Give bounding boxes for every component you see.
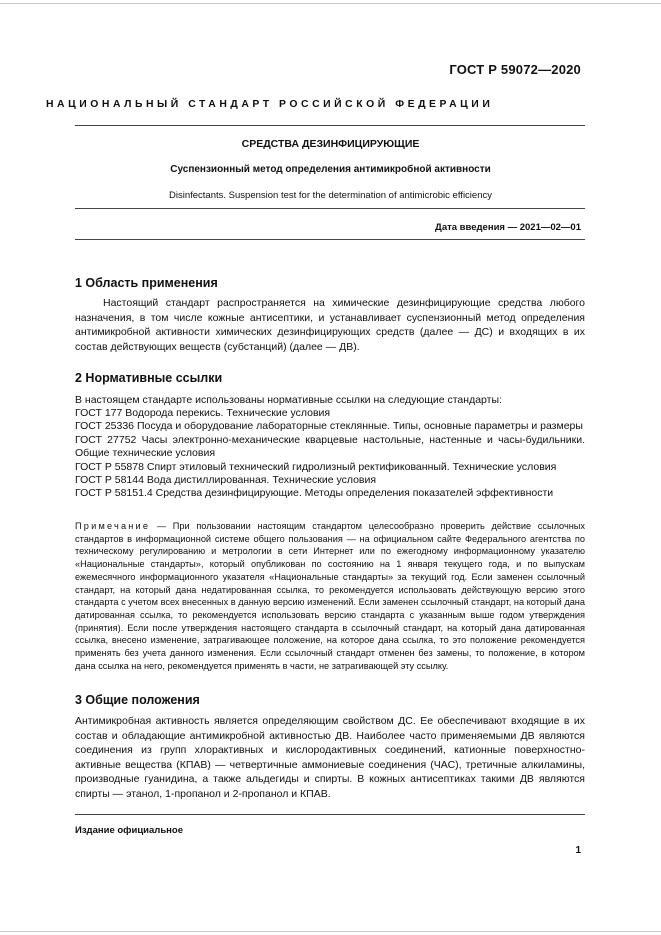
divider-top <box>75 125 585 126</box>
national-standard-banner: НАЦИОНАЛЬНЫЙ СТАНДАРТ РОССИЙСКОЙ ФЕДЕРАЦИИ <box>46 99 494 110</box>
section-2-intro <box>75 393 585 408</box>
section-1-heading: 1 Область применения <box>75 276 218 290</box>
section-2-heading: 2 Нормативные ссылки <box>75 371 223 385</box>
divider-footer <box>75 814 585 815</box>
reference-item: ГОСТ 27752 Часы электронно-механические кварцевые настольные, настенные и часы-будильники. Общие технические условия <box>75 433 585 460</box>
note-text: — При пользовании настоящим стандартом целесообразно проверить действие ссылочных стандартов в информационной системе общего пользования — на официальном сайте Федерального агентства по техническому регулированию и метрологии в сети Интернет или по ежегодному информационному указателю «Национальные стандарты», который опубликован по состоянию на 1 января текущего года, и по выпускам ежемесячного информационного указателя «Национальные стандарты» за текущий год. Если заменен ссылочный стандарт, на который дана недатированная ссылка, то рекомендуется использовать действующую версию этого стандарта с учетом всех внесенных в данную версию изменений. Если заменен ссылочный стандарт, на который дана датированная ссылка, то рекомендуется использовать версию стандарта с указанным выше годом утверждения (принятия). Если после утверждения настоящего стандарта в ссылочный стандарт, на который дана датированная ссылка, внесено изменение, затрагивающее положение, на которое дана ссылка, то это положение рекомендуется применять без учета данного изменения. Если ссылочный стандарт отменен без замены, то положение, в котором дана ссылка на него, рекомендуется применять в части, не затрагивающей эту ссылку. <box>75 521 585 671</box>
references-intro: В настоящем стандарте использованы нормативные ссылки на следующие стандарты: <box>75 394 502 406</box>
page-number: 1 <box>575 845 581 856</box>
document-subtitle: Суспензионный метод определения антимикробной активности <box>170 164 491 175</box>
reference-item: ГОСТ 25336 Посуда и оборудование лабораторные стеклянные. Типы, основные параметры и размеры <box>75 420 583 433</box>
reference-item: ГОСТ Р 58144 Вода дистиллированная. Технические условия <box>75 474 377 487</box>
document-title: СРЕДСТВА ДЕЗИНФИЦИРУЮЩИЕ <box>241 138 420 150</box>
introduction-date: Дата введения — 2021—02—01 <box>435 222 581 233</box>
divider-date <box>75 239 585 240</box>
reference-list <box>75 407 585 501</box>
divider-title <box>75 208 585 209</box>
document-title-english: Disinfectants. Suspension test for the determination of antimicrobic efficiency <box>169 190 492 201</box>
section-1-text: Настоящий стандарт распространяется на химические дезинфицирующие средства любого назначения, в том числе кожные антисептики, и устанавливает суспензионный метод определения антимикробной активности химических дезинфицирующих средств (далее — ДС) и входящих в их состав действующих веществ (субстанций) (далее — ДВ). <box>75 297 585 353</box>
references-note <box>75 520 585 672</box>
page-edge-top <box>0 3 661 4</box>
reference-item: ГОСТ Р 55878 Спирт этиловый технический гидролизный ректификованный. Технические условия <box>75 460 557 473</box>
section-3-heading: 3 Общие положения <box>75 693 200 707</box>
note-label: Примечание <box>75 521 151 531</box>
reference-item: ГОСТ 177 Водорода перекись. Технические условия <box>75 407 331 419</box>
gost-code: ГОСТ Р 59072—2020 <box>449 62 581 77</box>
page-edge-bottom <box>0 931 661 932</box>
section-3-text: Антимикробная активность является определяющим свойством ДС. Ее обеспечивают входящие в их состав и обладающие антимикробной активностью ДВ. Наиболее часто применяемыми ДВ являются соединения из групп хлорактивных и кислородактивных соединений, катионные поверхностно-активные вещества (КПАВ) — четвертичные аммониевые соединения (ЧАС), третичные алкиламины, производные гуанидина, а также альдегиды и спирты. В кожных антисептиках такими ДВ являются спирты — этанол, 1-пропанол и 2-пропанол и КПАВ. <box>75 715 585 800</box>
edition-label: Издание официальное <box>75 825 183 836</box>
reference-item: ГОСТ Р 58151.4 Средства дезинфицирующие. Методы определения показателей эффективности <box>75 487 554 500</box>
